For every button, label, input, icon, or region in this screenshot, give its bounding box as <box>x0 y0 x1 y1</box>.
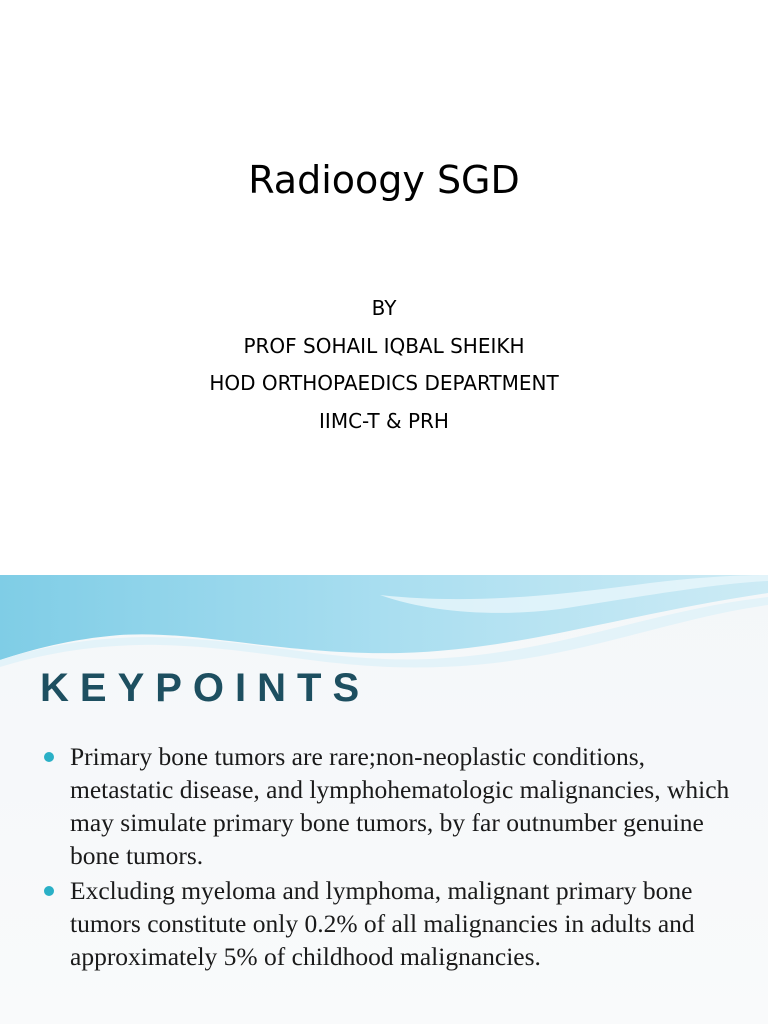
slide-title: Radioogy SGD <box>248 158 520 202</box>
list-item-text: Primary bone tumors are rare;non-neoplastic conditions, metastatic disease, and lymphohematologic malignancies, which may simulate primary bone tumors, by far outnumber genuine bone tumors. <box>70 742 730 870</box>
byline-author: PROF SOHAIL IQBAL SHEIKH <box>243 333 525 358</box>
keypoints-heading: KEYPOINTS <box>40 666 371 710</box>
list-item <box>44 874 744 973</box>
bullet-icon <box>44 886 54 896</box>
list-item <box>44 740 744 872</box>
byline-institution: IIMC-T & PRH <box>319 408 449 433</box>
list-item-text: Excluding myeloma and lymphoma, malignant primary bone tumors constitute only 0.2% of all malignancies in adults and approximately 5% of childhood malignancies. <box>70 876 695 971</box>
byline-department: HOD ORTHOPAEDICS DEPARTMENT <box>209 371 559 395</box>
bullet-icon <box>44 752 54 762</box>
keypoints-list <box>44 740 744 975</box>
byline-by: BY <box>371 296 397 320</box>
byline <box>0 290 768 440</box>
